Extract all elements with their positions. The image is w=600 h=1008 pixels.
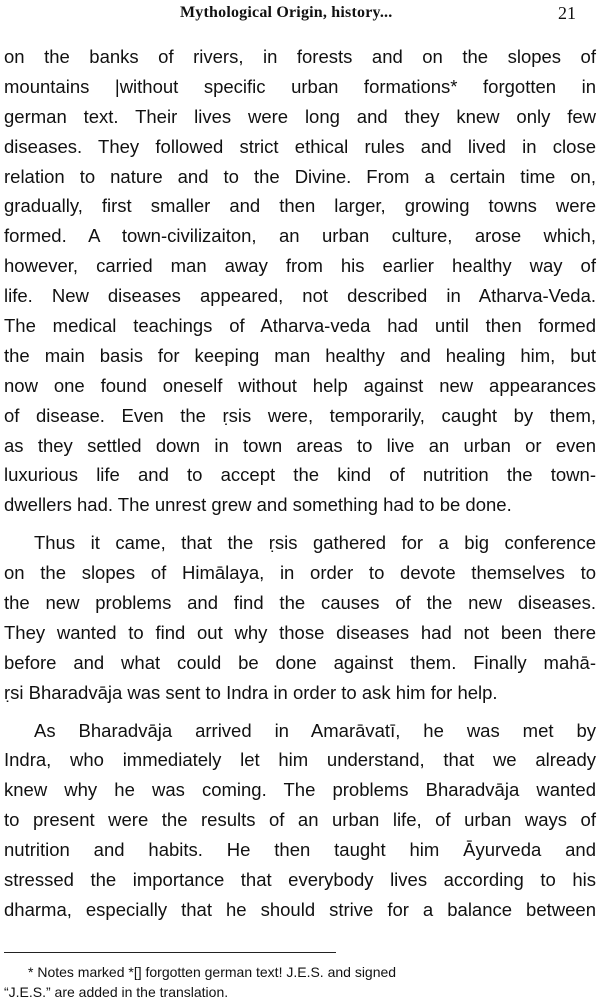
text-line: on the slopes of Himālaya, in order to devote themselves to [4,562,596,584]
text-line: gradually, first smaller and then larger, growing towns were [4,195,596,217]
text-line: nutrition and habits. He then taught him Āyurveda and [4,839,596,861]
paragraph-1 [4,42,596,520]
text-line: on the banks of rivers, in forests and on the slopes of [4,46,596,67]
paragraph-gap [4,708,596,716]
text-line: now one found oneself without help against new appearances [4,374,596,396]
paragraph-3 [4,716,596,925]
text-line: luxurious life and to accept the kind of nutrition the town- [4,464,596,486]
text-line: diseases. They followed strict ethical rules and lived in close [4,135,596,157]
text-line: The medical teachings of Atharva-veda had until then formed [4,315,596,337]
text-line: As Bharadvāja arrived in Amarāvatī, he was met by [34,719,596,741]
text-line: however, carried man away from his earlier healthy way of [4,255,596,277]
running-title: Mythological Origin, history... [180,4,393,21]
text-line: life. New diseases appeared, not described in Atharva-Veda. [4,285,596,307]
text-line: Thus it came, that the ṛsis gathered for a big conference [34,532,596,554]
text-line: of disease. Even the ṛsis were, temporarily, caught by them, [4,404,596,426]
running-header [0,0,600,28]
footnote [4,962,596,1002]
footnote-divider [4,952,336,953]
page-number: 21 [558,3,576,23]
text-line: dharma, especially that he should strive for a balance between [4,898,596,920]
text-line: stressed the importance that everybody lives according to his [4,869,596,891]
footnote-line: * Notes marked *[] forgotten german text! J.E.S. and signed [28,964,397,980]
text-line: as they settled down in town areas to live an urban or even [4,434,596,456]
text-line: german text. Their lives were long and they knew only few [4,105,596,127]
text-line: They wanted to find out why those diseases had not been there [4,621,596,643]
text-line: relation to nature and to the Divine. From a certain time on, [4,165,596,187]
text-line: mountains |without specific urban formations* forgotten in [4,75,596,97]
text-line: formed. A town-civilizaiton, an urban culture, arose which, [4,225,596,247]
text-line: Indra, who immediately let him understand, that we already [4,749,596,771]
text-line: the new problems and find the causes of the new diseases. [4,592,596,614]
text-line: ṛsi Bharadvāja was sent to Indra in order to ask him for help. [4,681,498,703]
paragraph-2 [4,528,596,707]
text-line: knew why he was coming. The problems Bharadvāja wanted [4,779,596,801]
text-line: before and what could be done against them. Finally mahā- [4,651,596,673]
text-line: the main basis for keeping man healthy and healing him, but [4,344,596,366]
footnote-line: “J.E.S.” are added in the translation. [4,984,229,1000]
body-text [4,42,596,925]
paragraph-gap [4,520,596,528]
text-line: to present were the results of an urban life, of urban ways of [4,809,596,831]
text-line: dwellers had. The unrest grew and something had to be done. [4,494,512,516]
